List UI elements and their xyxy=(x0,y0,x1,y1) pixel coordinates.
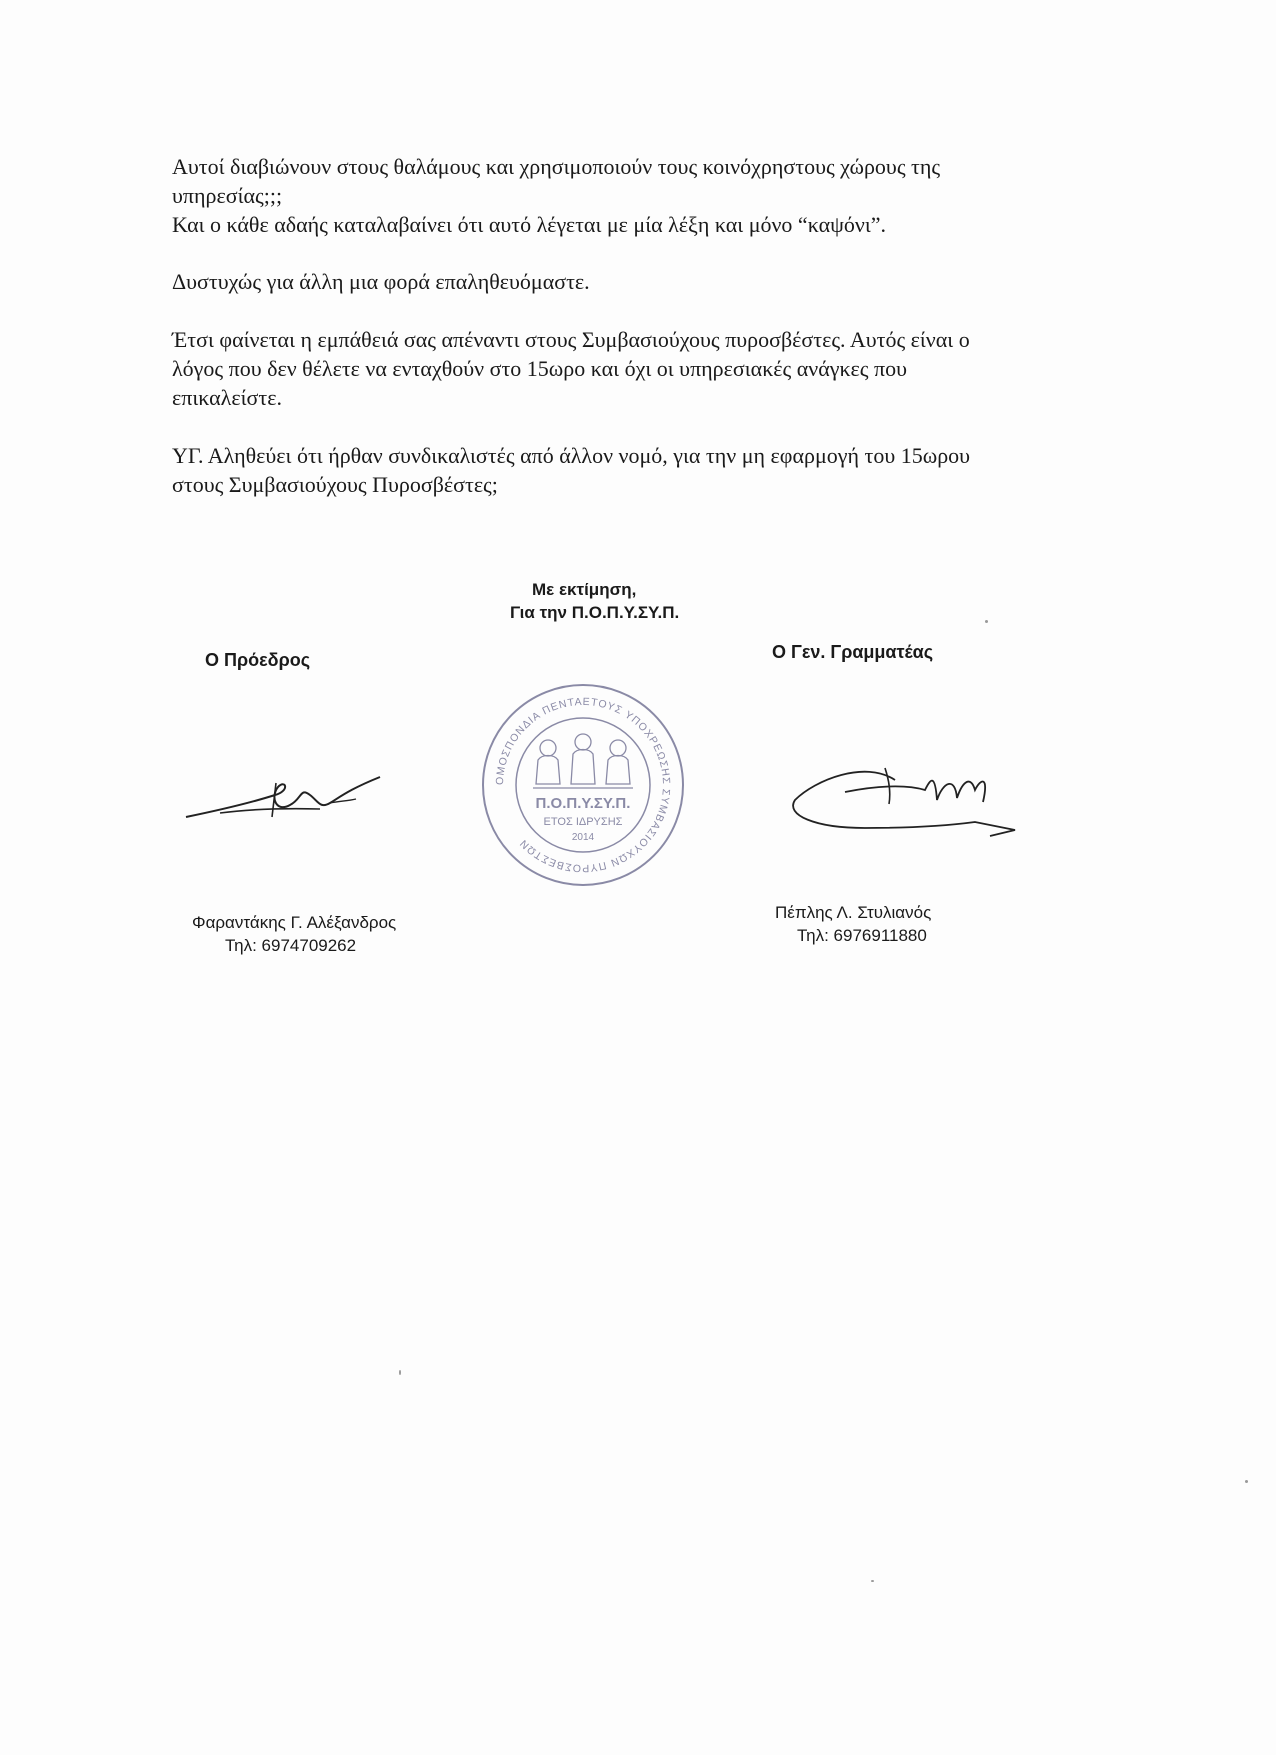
scan-speck xyxy=(985,620,988,623)
paragraph-1-line-1: Αυτοί διαβιώνουν στους θαλάμους και χρησιμοποιούν τους κοινόχρηστους χώρους της xyxy=(172,154,941,179)
postscript-line-1: ΥΓ. Αληθεύει ότι ήρθαν συνδικαλιστές από άλλον νομό, για την μη εφαρμογή του 15ωρου xyxy=(172,443,971,468)
secretary-name: Πέπλης Λ. Στυλιανός xyxy=(775,903,932,922)
paragraph-3-line-1: Έτσι φαίνεται η εμπάθειά σας απέναντι στους Συμβασιούχους πυροσβέστες. Αυτός είναι ο xyxy=(172,327,970,352)
paragraph-3 xyxy=(172,325,1032,412)
closing-greeting: Με εκτίμηση, xyxy=(532,580,637,599)
scan-speck xyxy=(871,1580,874,1582)
stamp-founded-year: 2014 xyxy=(571,832,595,843)
secretary-signature xyxy=(785,740,1025,840)
paragraph-1 xyxy=(172,152,1032,239)
president-phone: Τηλ: 6974709262 xyxy=(225,936,357,955)
paragraph-1-line-2: υπηρεσίας;;; xyxy=(172,183,283,208)
stamp-founded-label: ΕΤΟΣ ΙΔΡΥΣΗΣ xyxy=(543,816,623,828)
paragraph-1-line-3: Και ο κάθε αδαής καταλαβαίνει ότι αυτό λέγεται με μία λέξη και μόνο “καψόνι”. xyxy=(172,212,887,237)
paragraph-3-line-2: λόγος που δεν θέλετε να ενταχθούν στο 15ωρο και όχι οι υπηρεσιακές ανάγκες που xyxy=(172,356,908,381)
president-title: Ο Πρόεδρος xyxy=(205,650,311,670)
postscript-line-2: στους Συμβασιούχους Πυροσβέστες; xyxy=(172,472,498,497)
saints-icon xyxy=(533,734,633,788)
stamp-graphic xyxy=(478,680,688,890)
closing-organization: Για την Π.Ο.Π.Υ.ΣΥ.Π. xyxy=(510,603,680,622)
president-signature xyxy=(180,765,400,825)
stamp-acronym: Π.Ο.Π.Υ.ΣΥ.Π. xyxy=(535,795,631,812)
organization-stamp xyxy=(478,680,688,890)
president-name: Φαραντάκης Γ. Αλέξανδρος xyxy=(192,913,397,932)
secretary-phone: Τηλ: 6976911880 xyxy=(797,926,927,945)
paragraph-3-line-3: επικαλείστε. xyxy=(172,385,282,410)
postscript xyxy=(172,441,1032,499)
paragraph-2-line-1: Δυστυχώς για άλλη μια φορά επαληθευόμαστε. xyxy=(172,269,590,294)
secretary-title: Ο Γεν. Γραμματέας xyxy=(772,642,934,662)
scan-speck xyxy=(399,1370,401,1375)
stamp-ring-text: ΟΜΟΣΠΟΝΔΙΑ ΠΕΝΤΑΕΤΟΥΣ ΥΠΟΧΡΕΩΣΗΣ ΣΥΜΒΑΣΙΟΥΧΩΝ ΠΥΡΟΣΒΕΣΤΩΝ xyxy=(493,695,673,875)
scan-speck xyxy=(1245,1480,1248,1483)
paragraph-2 xyxy=(172,267,1032,296)
svg-text:ΟΜΟΣΠΟΝΔΙΑ ΠΕΝΤΑΕΤΟΥΣ ΥΠΟΧΡΕΩΣ xyxy=(494,696,672,874)
